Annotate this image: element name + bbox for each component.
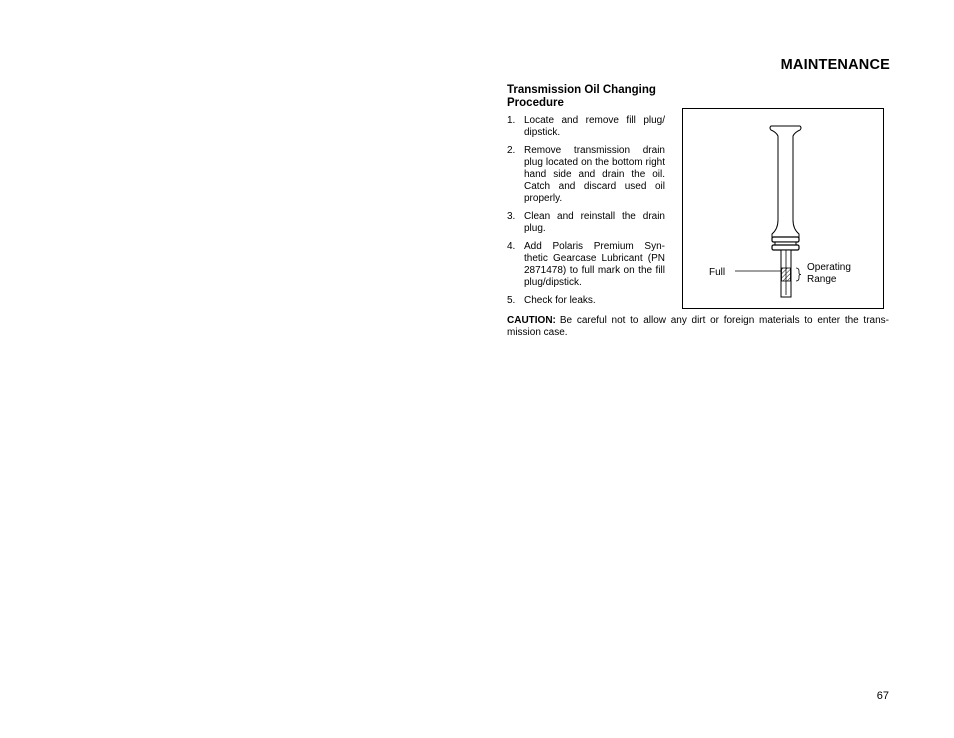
step-text: Remove transmission drain plug located on the bottom right hand side and drain the oil. Catch and discard used oil properly. xyxy=(524,145,665,204)
step-item xyxy=(507,115,665,139)
procedure-title: Transmission Oil Changing Procedure xyxy=(507,84,656,109)
page-number: 67 xyxy=(876,690,889,702)
step-text: Add Polaris Premium Syn- thetic Gearcase Lubricant (PN 2871478) to full mark on the fill plug/dipstick. xyxy=(524,241,665,288)
step-number: 3. xyxy=(507,211,516,222)
operating-range-label xyxy=(807,262,851,286)
step-text: Clean and reinstall the drain plug. xyxy=(524,211,665,234)
operating-range-line-1: Operating xyxy=(807,262,851,273)
caution-note xyxy=(507,315,889,339)
step-number: 4. xyxy=(507,241,516,252)
operating-range-line-2: Range xyxy=(807,274,837,285)
caution-text: Be careful not to allow any dirt or foreign materials to enter the trans- mission case. xyxy=(507,315,889,338)
step-number: 5. xyxy=(507,295,516,306)
procedure-steps xyxy=(507,115,665,313)
full-label: Full xyxy=(709,267,726,278)
caution-label: CAUTION: xyxy=(507,315,556,326)
step-text: Check for leaks. xyxy=(524,295,596,306)
step-number: 1. xyxy=(507,115,516,126)
step-item xyxy=(507,241,665,289)
step-item xyxy=(507,295,665,307)
step-number: 2. xyxy=(507,145,516,156)
step-text: Locate and remove fill plug/ dipstick. xyxy=(524,115,665,138)
dipstick-figure xyxy=(682,108,884,309)
step-item xyxy=(507,211,665,235)
step-item xyxy=(507,145,665,205)
section-title: MAINTENANCE xyxy=(780,57,890,73)
